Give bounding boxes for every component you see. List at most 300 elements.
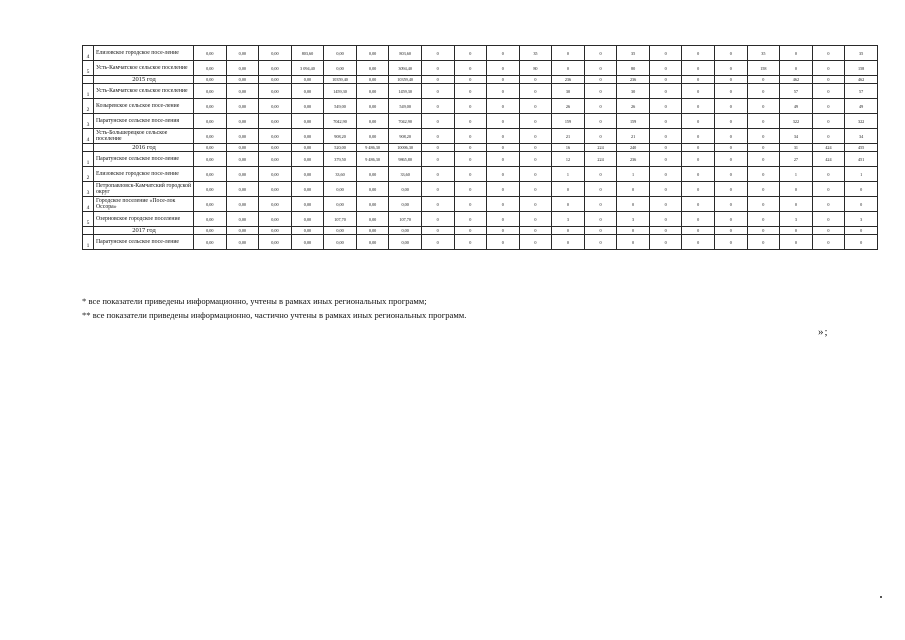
table-cell: 0 bbox=[682, 152, 715, 167]
table-cell: 0 bbox=[584, 235, 617, 250]
table-cell: 0 bbox=[487, 182, 520, 197]
table-cell: 0 bbox=[519, 167, 552, 182]
table-cell: 908,20 bbox=[389, 129, 422, 144]
row-number: 1 bbox=[83, 152, 94, 167]
table-cell: 0 bbox=[519, 227, 552, 235]
table-cell: 0,00 bbox=[291, 76, 324, 84]
table-cell: 0 bbox=[519, 99, 552, 114]
settlement-name: Усть-Камчатское сельское поселение bbox=[94, 84, 194, 99]
table-cell: 0 bbox=[519, 114, 552, 129]
table-cell: 159 bbox=[552, 114, 585, 129]
settlement-name: Паратунское сельское посе-ление bbox=[94, 152, 194, 167]
table-cell: 0 bbox=[454, 99, 487, 114]
table-cell: 0 bbox=[780, 61, 813, 76]
table-cell: 34 bbox=[845, 129, 878, 144]
table-cell: 0 bbox=[812, 212, 845, 227]
table-cell: 0,00 bbox=[194, 61, 227, 76]
table-cell: 21 bbox=[617, 129, 650, 144]
table-cell: 34 bbox=[780, 129, 813, 144]
table-cell: 16 bbox=[552, 144, 585, 152]
table-cell: 0 bbox=[454, 46, 487, 61]
table-cell: 3094,40 bbox=[389, 61, 422, 76]
table-cell: 0 bbox=[649, 61, 682, 76]
table-cell: 1459,30 bbox=[324, 84, 357, 99]
table-cell: 236 bbox=[617, 152, 650, 167]
table-cell: 0 bbox=[584, 99, 617, 114]
table-cell: 0,00 bbox=[356, 76, 389, 84]
table-cell: 30 bbox=[552, 84, 585, 99]
table-cell: 0,00 bbox=[226, 61, 259, 76]
table-cell: 0 bbox=[715, 167, 748, 182]
table-cell: 0 bbox=[487, 167, 520, 182]
table-cell: 35 bbox=[519, 46, 552, 61]
table-cell: 0 bbox=[812, 235, 845, 250]
table-cell: 0 bbox=[715, 76, 748, 84]
table-cell: 0,00 bbox=[324, 46, 357, 61]
row-number: 3 bbox=[83, 114, 94, 129]
table-row bbox=[83, 129, 878, 144]
row-number: 4 bbox=[83, 129, 94, 144]
table-cell: 0 bbox=[649, 84, 682, 99]
table-cell: 0,00 bbox=[356, 114, 389, 129]
table-cell: 0 bbox=[682, 84, 715, 99]
table-cell: 0 bbox=[487, 129, 520, 144]
table-row bbox=[83, 152, 878, 167]
table-cell: 0,00 bbox=[194, 46, 227, 61]
table-cell: 0 bbox=[519, 84, 552, 99]
table-cell: 0 bbox=[715, 152, 748, 167]
table-cell: 224 bbox=[584, 144, 617, 152]
year-label: 2015 год bbox=[94, 76, 194, 84]
table-cell: 10359,40 bbox=[324, 76, 357, 84]
table-cell: 0,00 bbox=[226, 84, 259, 99]
table-cell: 0,00 bbox=[194, 152, 227, 167]
table-cell: 0 bbox=[682, 99, 715, 114]
table-cell: 0,00 bbox=[194, 129, 227, 144]
table-cell: 0,00 bbox=[291, 227, 324, 235]
table-cell: 35 bbox=[747, 46, 780, 61]
table-cell: 236 bbox=[552, 76, 585, 84]
table-cell: 1 bbox=[780, 167, 813, 182]
settlement-name: Усть-Большерецкое сельское поселение bbox=[94, 129, 194, 144]
data-table-body bbox=[83, 46, 878, 250]
table-cell: 0 bbox=[715, 197, 748, 212]
table-cell: 0 bbox=[682, 61, 715, 76]
table-cell: 0 bbox=[649, 212, 682, 227]
table-cell: 322 bbox=[845, 114, 878, 129]
table-cell: 549,00 bbox=[324, 99, 357, 114]
table-cell: 80 bbox=[617, 61, 650, 76]
row-number bbox=[83, 144, 94, 152]
table-cell: 0 bbox=[812, 114, 845, 129]
settlement-name: Козыревское сельское посе-ление bbox=[94, 99, 194, 114]
settlement-name: Паратунское сельское посе-ление bbox=[94, 235, 194, 250]
table-cell: 0 bbox=[649, 167, 682, 182]
table-cell: 0 bbox=[682, 46, 715, 61]
footnote-1: * все показатели приведены информационно, учтены в рамках иных региональных программ; bbox=[82, 296, 427, 306]
table-cell: 57 bbox=[780, 84, 813, 99]
table-cell: 0 bbox=[617, 235, 650, 250]
table-cell: 30 bbox=[617, 84, 650, 99]
table-cell: 0 bbox=[617, 182, 650, 197]
table-cell: 0 bbox=[454, 227, 487, 235]
table-cell: 0 bbox=[682, 197, 715, 212]
table-cell: 0,00 bbox=[194, 76, 227, 84]
table-cell: 0 bbox=[649, 46, 682, 61]
table-cell: 0 bbox=[584, 197, 617, 212]
table-cell: 549,00 bbox=[389, 99, 422, 114]
table-cell: 0 bbox=[780, 46, 813, 61]
row-number: 1 bbox=[83, 84, 94, 99]
table-cell: 0 bbox=[454, 167, 487, 182]
table-cell: 0 bbox=[454, 76, 487, 84]
table-cell: 0 bbox=[487, 235, 520, 250]
table-cell: 0 bbox=[487, 152, 520, 167]
table-cell: 0 bbox=[682, 114, 715, 129]
table-cell: 0,00 bbox=[259, 144, 292, 152]
table-cell: 0,00 bbox=[389, 227, 422, 235]
table-cell: 0 bbox=[617, 197, 650, 212]
table-row bbox=[83, 46, 878, 61]
table-cell: 107,70 bbox=[389, 212, 422, 227]
table-cell: 0 bbox=[454, 235, 487, 250]
table-cell: 0 bbox=[747, 182, 780, 197]
scan-speck bbox=[880, 596, 882, 598]
table-cell: 0,00 bbox=[226, 46, 259, 61]
table-cell: 0,00 bbox=[356, 182, 389, 197]
table-cell: 0,00 bbox=[356, 99, 389, 114]
table-cell: 0 bbox=[584, 212, 617, 227]
table-cell: 0,00 bbox=[259, 114, 292, 129]
table-cell: 240 bbox=[617, 144, 650, 152]
table-cell: 0,00 bbox=[194, 167, 227, 182]
table-row bbox=[83, 235, 878, 250]
table-cell: 0,00 bbox=[226, 114, 259, 129]
table-row bbox=[83, 212, 878, 227]
table-cell: 0 bbox=[682, 227, 715, 235]
table-cell: 0 bbox=[584, 129, 617, 144]
table-cell: 0,00 bbox=[291, 182, 324, 197]
table-cell: 10006,30 bbox=[389, 144, 422, 152]
table-cell: 0 bbox=[845, 227, 878, 235]
table-cell: 0,00 bbox=[291, 114, 324, 129]
table-cell: 0 bbox=[519, 182, 552, 197]
table-cell: 0 bbox=[682, 76, 715, 84]
table-cell: 0 bbox=[812, 84, 845, 99]
table-cell: 0 bbox=[682, 144, 715, 152]
table-cell: 0,00 bbox=[226, 197, 259, 212]
table-cell: 0,00 bbox=[291, 129, 324, 144]
table-cell: 0,00 bbox=[259, 129, 292, 144]
table-cell: 80 bbox=[519, 61, 552, 76]
table-cell: 0 bbox=[552, 235, 585, 250]
table-cell: 0 bbox=[487, 46, 520, 61]
table-cell: 0 bbox=[812, 227, 845, 235]
table-cell: 0 bbox=[421, 227, 454, 235]
table-cell: 0,00 bbox=[194, 227, 227, 235]
table-cell: 0,00 bbox=[226, 76, 259, 84]
table-cell: 3 094,40 bbox=[291, 61, 324, 76]
table-cell: 1 bbox=[617, 167, 650, 182]
table-cell: 0,00 bbox=[259, 182, 292, 197]
table-cell: 0 bbox=[715, 235, 748, 250]
table-cell: 0 bbox=[552, 227, 585, 235]
table-cell: 0 bbox=[747, 152, 780, 167]
table-cell: 0 bbox=[747, 235, 780, 250]
settlement-name: Городское поселение «Посе-лок Оссора» bbox=[94, 197, 194, 212]
table-cell: 0 bbox=[584, 182, 617, 197]
table-cell: 0,00 bbox=[259, 76, 292, 84]
table-cell: 0 bbox=[649, 76, 682, 84]
table-cell: 224 bbox=[584, 152, 617, 167]
table-cell: 0 bbox=[747, 227, 780, 235]
table-cell: 803,60 bbox=[291, 46, 324, 61]
table-cell: 0,00 bbox=[226, 129, 259, 144]
row-number bbox=[83, 227, 94, 235]
table-row bbox=[83, 167, 878, 182]
table-cell: 0,00 bbox=[291, 235, 324, 250]
table-cell: 0 bbox=[584, 46, 617, 61]
table-cell: 0,00 bbox=[259, 84, 292, 99]
table-cell: 27 bbox=[780, 152, 813, 167]
table-cell: 0 bbox=[747, 84, 780, 99]
settlement-name: Елизовское городское посе-ление bbox=[94, 167, 194, 182]
table-cell: 0 bbox=[552, 182, 585, 197]
table-cell: 0,00 bbox=[291, 212, 324, 227]
table-cell: 0 bbox=[454, 152, 487, 167]
table-cell: 0 bbox=[812, 167, 845, 182]
table-cell: 0,00 bbox=[194, 182, 227, 197]
table-cell: 0 bbox=[747, 129, 780, 144]
row-number bbox=[83, 76, 94, 84]
table-cell: 236 bbox=[617, 76, 650, 84]
year-row bbox=[83, 76, 878, 84]
table-cell: 0 bbox=[487, 84, 520, 99]
table-cell: 0,00 bbox=[356, 46, 389, 61]
table-cell: 0 bbox=[715, 99, 748, 114]
table-cell: 0 bbox=[780, 227, 813, 235]
table-cell: 0 bbox=[715, 61, 748, 76]
table-cell: 0 bbox=[421, 114, 454, 129]
table-cell: 0 bbox=[780, 235, 813, 250]
table-cell: 0 bbox=[682, 235, 715, 250]
table-cell: 0 bbox=[519, 197, 552, 212]
table-cell: 0,00 bbox=[226, 235, 259, 250]
table-cell: 0 bbox=[552, 197, 585, 212]
table-cell: 0,00 bbox=[259, 235, 292, 250]
table-cell: 0,00 bbox=[291, 152, 324, 167]
table-cell: 0 bbox=[552, 61, 585, 76]
table-cell: 0 bbox=[421, 144, 454, 152]
table-cell: 0,00 bbox=[389, 182, 422, 197]
table-cell: 0,00 bbox=[356, 227, 389, 235]
table-cell: 159 bbox=[617, 114, 650, 129]
table-cell: 0 bbox=[715, 84, 748, 99]
table-cell: 0,00 bbox=[324, 227, 357, 235]
table-cell: 0,00 bbox=[226, 152, 259, 167]
table-cell: 0,00 bbox=[259, 61, 292, 76]
table-cell: 0,00 bbox=[226, 227, 259, 235]
table-cell: 0 bbox=[747, 212, 780, 227]
table-cell: 0,00 bbox=[259, 227, 292, 235]
year-label: 2016 год bbox=[94, 144, 194, 152]
table-cell: 0,00 bbox=[194, 114, 227, 129]
table-cell: 1 bbox=[552, 167, 585, 182]
table-cell: 0,00 bbox=[194, 235, 227, 250]
table-cell: 1 bbox=[845, 167, 878, 182]
year-label: 2017 год bbox=[94, 227, 194, 235]
table-cell: 0,00 bbox=[194, 144, 227, 152]
table-cell: 462 bbox=[845, 76, 878, 84]
table-cell: 0 bbox=[519, 129, 552, 144]
table-cell: 0 bbox=[421, 197, 454, 212]
table-cell: 451 bbox=[845, 152, 878, 167]
table-cell: 0,00 bbox=[259, 212, 292, 227]
table-cell: 35 bbox=[617, 46, 650, 61]
table-cell: 0 bbox=[454, 84, 487, 99]
table-cell: 3 bbox=[780, 212, 813, 227]
table-cell: 0 bbox=[649, 182, 682, 197]
table-cell: 0 bbox=[780, 197, 813, 212]
table-cell: 0 bbox=[747, 144, 780, 152]
table-cell: 0,00 bbox=[291, 167, 324, 182]
table-cell: 158 bbox=[845, 61, 878, 76]
table-cell: 462 bbox=[780, 76, 813, 84]
row-number: 3 bbox=[83, 182, 94, 197]
table-cell: 0,00 bbox=[356, 129, 389, 144]
table-cell: 0,00 bbox=[259, 152, 292, 167]
table-cell: 0 bbox=[454, 197, 487, 212]
table-cell: 0,00 bbox=[324, 235, 357, 250]
table-cell: 0 bbox=[421, 235, 454, 250]
table-cell: 0 bbox=[747, 197, 780, 212]
table-cell: 0 bbox=[487, 114, 520, 129]
settlement-name: Паратунское сельское посе-ления bbox=[94, 114, 194, 129]
table-cell: 0 bbox=[715, 46, 748, 61]
table-cell: 0 bbox=[812, 129, 845, 144]
table-cell: 0,00 bbox=[356, 61, 389, 76]
table-cell: 0,00 bbox=[226, 167, 259, 182]
table-cell: 0 bbox=[487, 144, 520, 152]
table-cell: 0 bbox=[845, 235, 878, 250]
table-cell: 26 bbox=[552, 99, 585, 114]
table-cell: 0 bbox=[519, 212, 552, 227]
row-number: 1 bbox=[83, 235, 94, 250]
table-cell: 0 bbox=[812, 99, 845, 114]
table-cell: 0,00 bbox=[389, 197, 422, 212]
table-cell: 0 bbox=[421, 99, 454, 114]
table-cell: 0,00 bbox=[194, 84, 227, 99]
table-cell: 33,60 bbox=[389, 167, 422, 182]
row-number: 5 bbox=[83, 212, 94, 227]
table-cell: 9865,80 bbox=[389, 152, 422, 167]
footnote-2: ** все показатели приведены информационно, частично учтены в рамках иных региональных программ. bbox=[82, 310, 467, 320]
table-cell: 0 bbox=[682, 212, 715, 227]
table-cell: 0 bbox=[584, 84, 617, 99]
table-cell: 379,50 bbox=[324, 152, 357, 167]
settlement-name: Озерновское городское поселение bbox=[94, 212, 194, 227]
table-row bbox=[83, 114, 878, 129]
table-cell: 0 bbox=[421, 129, 454, 144]
table-cell: 49 bbox=[780, 99, 813, 114]
table-cell: 0 bbox=[845, 197, 878, 212]
year-row bbox=[83, 227, 878, 235]
table-cell: 0,00 bbox=[259, 197, 292, 212]
table-cell: 0 bbox=[421, 84, 454, 99]
table-cell: 0 bbox=[519, 235, 552, 250]
table-cell: 0,00 bbox=[324, 61, 357, 76]
table-cell: 0 bbox=[421, 152, 454, 167]
table-row bbox=[83, 61, 878, 76]
table-cell: 0,00 bbox=[226, 182, 259, 197]
table-cell: 158 bbox=[747, 61, 780, 76]
table-row bbox=[83, 84, 878, 99]
table-cell: 0 bbox=[487, 76, 520, 84]
table-cell: 107,70 bbox=[324, 212, 357, 227]
table-cell: 520,00 bbox=[324, 144, 357, 152]
table-cell: 0,00 bbox=[389, 235, 422, 250]
table-cell: 0 bbox=[519, 144, 552, 152]
table-cell: 0 bbox=[454, 129, 487, 144]
table-cell: 10359,40 bbox=[389, 76, 422, 84]
table-cell: 0 bbox=[682, 182, 715, 197]
table-cell: 908,20 bbox=[324, 129, 357, 144]
table-cell: 0 bbox=[715, 227, 748, 235]
table-cell: 0 bbox=[780, 182, 813, 197]
table-cell: 0,00 bbox=[194, 197, 227, 212]
table-cell: 0,00 bbox=[291, 84, 324, 99]
table-cell: 1459,30 bbox=[389, 84, 422, 99]
table-cell: 0 bbox=[649, 144, 682, 152]
table-cell: 0 bbox=[454, 212, 487, 227]
table-cell: 0 bbox=[812, 61, 845, 76]
table-cell: 0 bbox=[584, 114, 617, 129]
table-cell: 0 bbox=[715, 182, 748, 197]
table-cell: 3 bbox=[845, 212, 878, 227]
table-cell: 0 bbox=[649, 114, 682, 129]
table-cell: 7042,90 bbox=[324, 114, 357, 129]
table-cell: 0,00 bbox=[226, 212, 259, 227]
table-cell: 31 bbox=[780, 144, 813, 152]
table-cell: 12 bbox=[552, 152, 585, 167]
table-row bbox=[83, 99, 878, 114]
table-cell: 0,00 bbox=[324, 182, 357, 197]
table-cell: 7042,90 bbox=[389, 114, 422, 129]
table-cell: 3 bbox=[617, 212, 650, 227]
table-cell: 0,00 bbox=[194, 99, 227, 114]
table-cell: 0 bbox=[682, 129, 715, 144]
table-cell: 0 bbox=[812, 182, 845, 197]
row-number: 4 bbox=[83, 197, 94, 212]
table-cell: 0 bbox=[747, 76, 780, 84]
table-cell: 0 bbox=[519, 76, 552, 84]
table-cell: 322 bbox=[780, 114, 813, 129]
table-cell: 26 bbox=[617, 99, 650, 114]
table-cell: 0,00 bbox=[194, 212, 227, 227]
table-cell: 0 bbox=[421, 167, 454, 182]
table-cell: 3 bbox=[552, 212, 585, 227]
table-cell: 0 bbox=[487, 99, 520, 114]
table-cell: 33,60 bbox=[324, 167, 357, 182]
table-cell: 0 bbox=[454, 114, 487, 129]
table-cell: 0 bbox=[747, 167, 780, 182]
table-row bbox=[83, 197, 878, 212]
table-cell: 0 bbox=[487, 197, 520, 212]
table-cell: 0 bbox=[421, 61, 454, 76]
table-cell: 0 bbox=[584, 227, 617, 235]
table-cell: 0,00 bbox=[291, 99, 324, 114]
table-cell: 0,00 bbox=[356, 212, 389, 227]
